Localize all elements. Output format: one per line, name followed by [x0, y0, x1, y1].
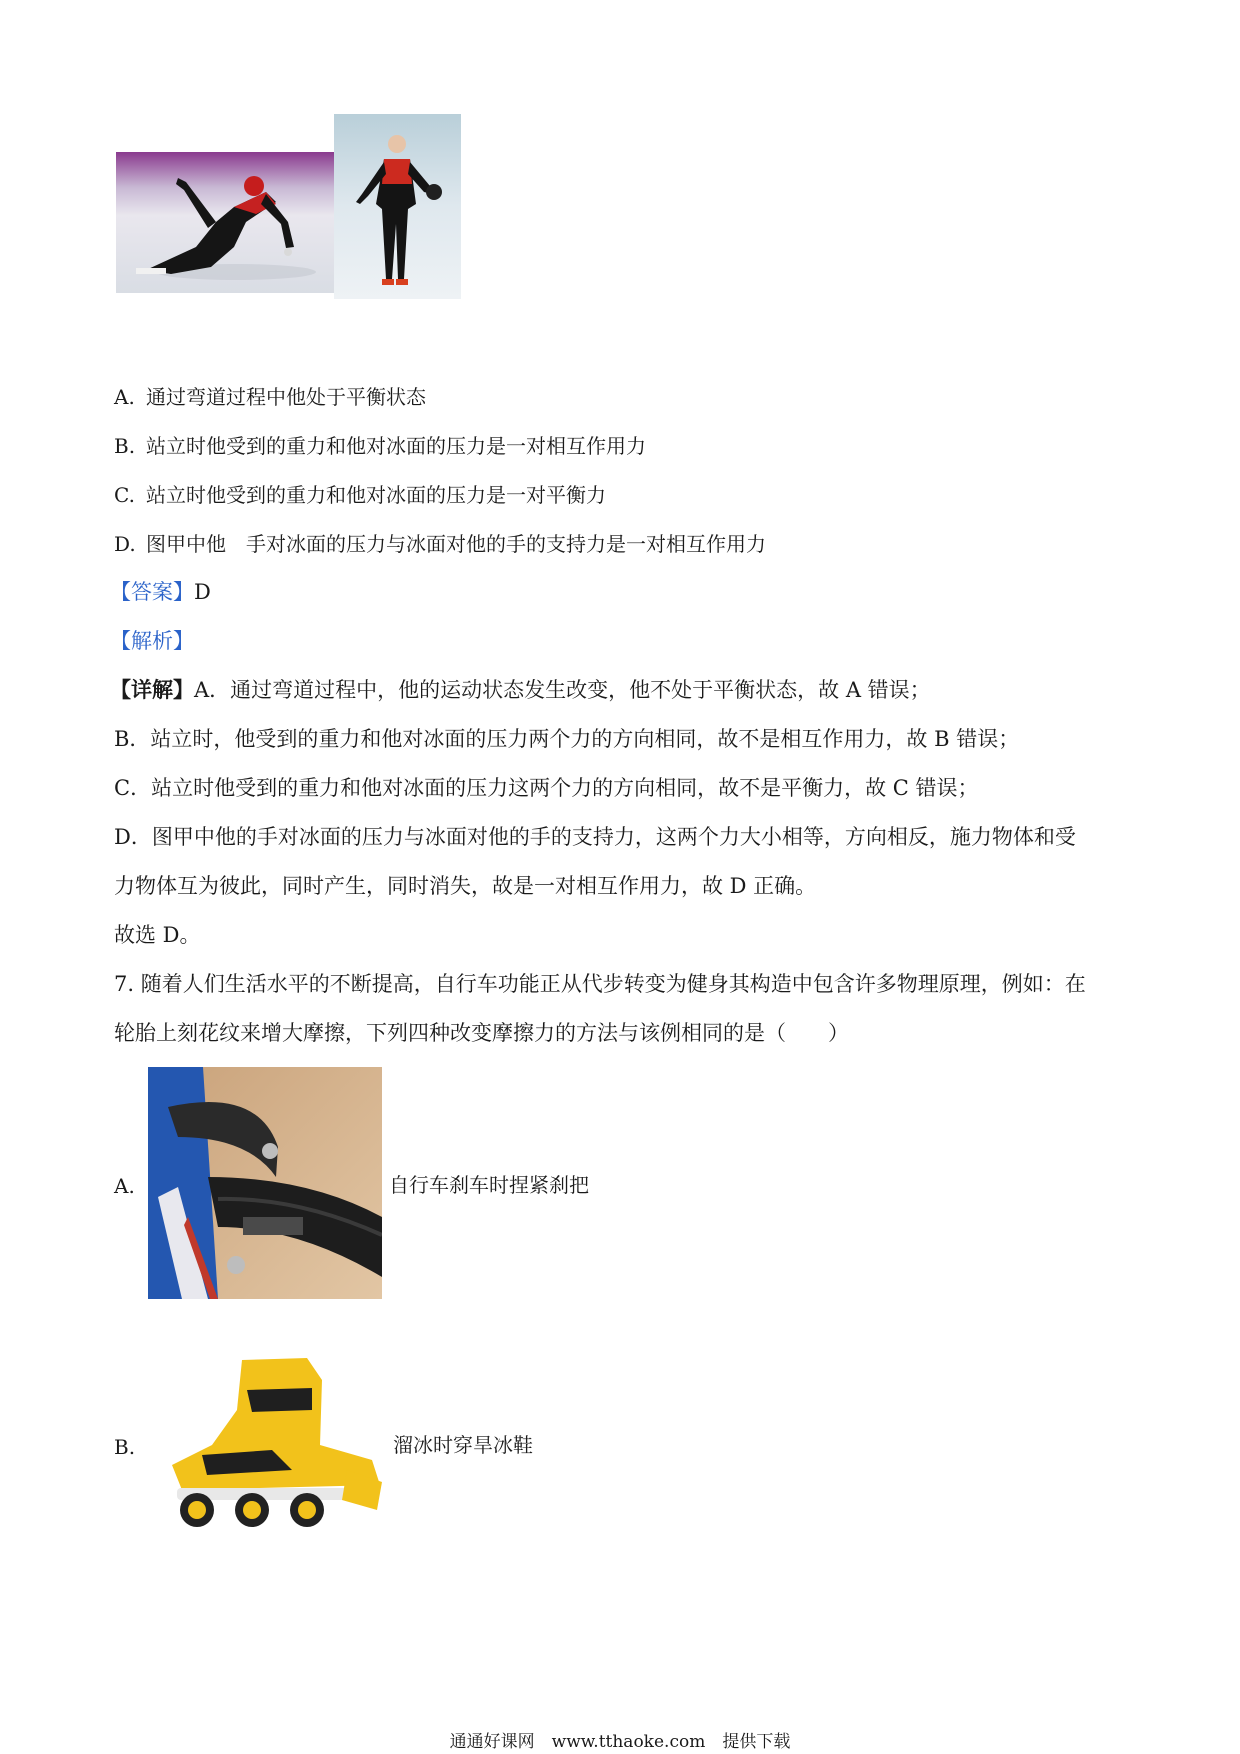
q7-option-b-label: B.	[114, 1435, 136, 1459]
q6-option-a: A. 通过弯道过程中他处于平衡状态	[114, 385, 426, 409]
q7-stem-line-1: 7. 随着人们生活水平的不断提高，自行车功能正从代步转变为健身其构造中包含许多物理原理，例如：在	[114, 972, 1086, 996]
detail-line-3: C．站立时他受到的重力和他对冰面的压力这两个力的方向相同，故不是平衡力，故 C 错误；	[114, 776, 979, 800]
roller-skate-image	[152, 1350, 387, 1537]
detail-line-4: D．图甲中他的手对冰面的压力与冰面对他的手的支持力，这两个力大小相等，方向相反，施力物体和受	[114, 825, 1076, 849]
q6-answer	[110, 577, 211, 607]
conclusion: 故选 D。	[114, 923, 201, 947]
detail-line-5: 力物体互为彼此，同时产生，同时消失，故是一对相互作用力，故 D 正确。	[114, 874, 817, 898]
q7-option-a-label: A.	[114, 1174, 135, 1198]
detail-line-1: 【详解】A．通过弯道过程中，他的运动状态发生改变，他不处于平衡状态，故 A 错误；	[110, 677, 931, 702]
q6-option-d: D. 图甲中他 手对冰面的压力与冰面对他的手的支持力是一对相互作用力	[114, 532, 766, 556]
detail-line-2: B．站立时，他受到的重力和他对冰面的压力两个力的方向相同，故不是相互作用力，故 B 错误；	[114, 727, 1020, 751]
q7-option-a-text: 自行车刹车时捏紧刹把	[389, 1173, 589, 1197]
skater-stand-image	[334, 114, 461, 299]
q6-option-b: B. 站立时他受到的重力和他对冰面的压力是一对相互作用力	[114, 434, 646, 458]
q7-stem-line-2: 轮胎上刻花纹来增大摩擦，下列四种改变摩擦力的方法与该例相同的是（ ）	[114, 1021, 849, 1045]
page-footer: 通通好课网 www.tthaoke.com 提供下载	[449, 1732, 791, 1752]
detail-tag: 【详解】	[110, 677, 194, 702]
skater-turn-image	[116, 152, 336, 293]
q6-option-c: C. 站立时他受到的重力和他对冰面的压力是一对平衡力	[114, 483, 606, 507]
bike-brake-image	[148, 1067, 382, 1299]
q7-option-b-text: 溜冰时穿旱冰鞋	[393, 1433, 533, 1457]
analysis-tag: 【解析】	[110, 629, 194, 653]
answer-tag: 【答案】	[110, 580, 194, 604]
answer-value: D	[194, 580, 211, 604]
